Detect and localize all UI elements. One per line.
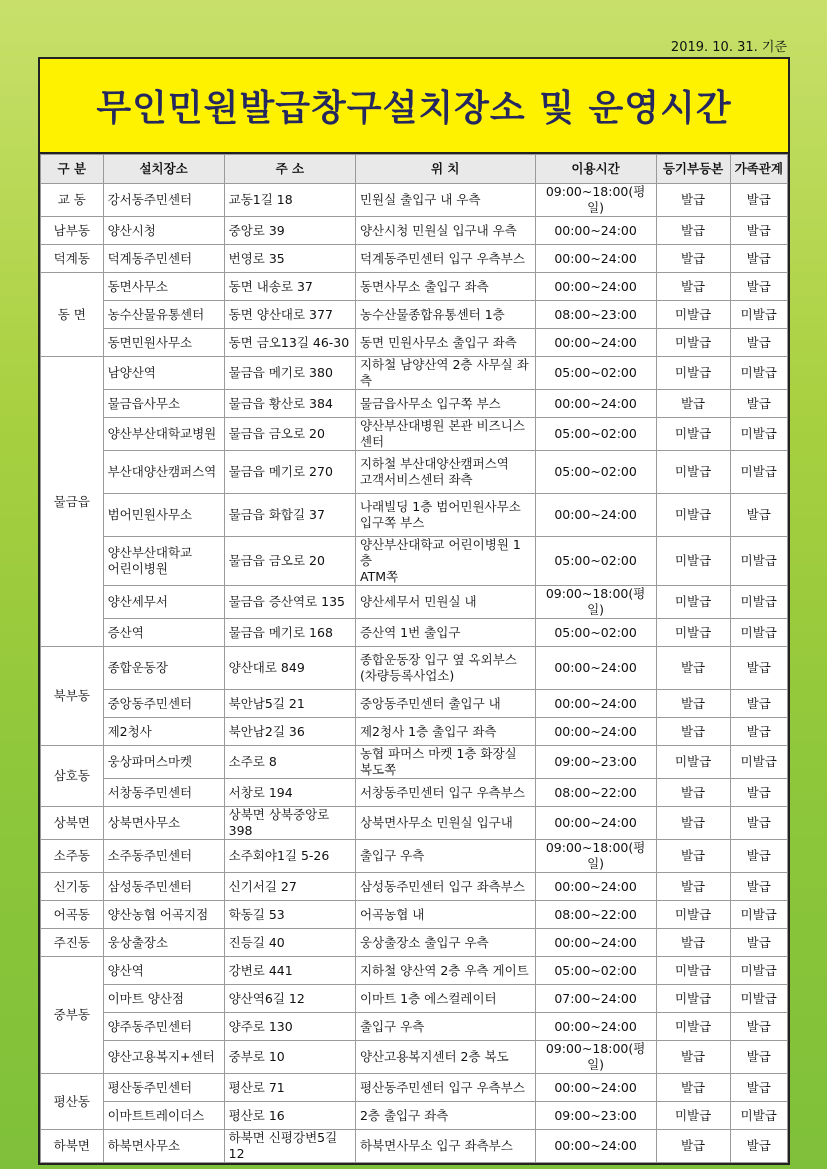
registry-cell: 발급 — [656, 390, 730, 418]
location-cell: 하북면사무소 — [103, 1130, 224, 1163]
table-row — [41, 357, 788, 390]
table-row — [41, 718, 788, 746]
hours-cell: 08:00~22:00 — [535, 901, 656, 929]
position-cell: 평산동주민센터 입구 우측부스 — [355, 1074, 535, 1102]
hours-cell: 00:00~24:00 — [535, 273, 656, 301]
location-cell: 웅상출장소 — [103, 929, 224, 957]
registry-cell: 미발급 — [656, 901, 730, 929]
address-cell: 중앙로 39 — [224, 217, 355, 245]
registry-cell: 미발급 — [656, 586, 730, 619]
position-cell: 민원실 출입구 내 우측 — [355, 184, 535, 217]
title-banner — [40, 59, 788, 154]
registry-cell: 발급 — [656, 929, 730, 957]
table-header-row — [41, 155, 788, 184]
district-cell: 교 동 — [41, 184, 104, 217]
district-cell: 소주동 — [41, 840, 104, 873]
header-hours: 이용시간 — [535, 155, 656, 184]
hours-cell: 05:00~02:00 — [535, 451, 656, 494]
table-row — [41, 807, 788, 840]
hours-cell: 09:00~23:00 — [535, 1102, 656, 1130]
table-row — [41, 647, 788, 690]
registry-cell: 발급 — [656, 873, 730, 901]
hours-cell: 00:00~24:00 — [535, 1013, 656, 1041]
registry-cell: 발급 — [656, 779, 730, 807]
family-cell: 미발급 — [730, 746, 788, 779]
hours-cell: 05:00~02:00 — [535, 357, 656, 390]
hours-cell: 05:00~02:00 — [535, 537, 656, 586]
hours-cell: 09:00~18:00(평일) — [535, 1041, 656, 1074]
hours-cell: 00:00~24:00 — [535, 690, 656, 718]
family-cell: 미발급 — [730, 537, 788, 586]
location-cell: 소주동주민센터 — [103, 840, 224, 873]
address-cell: 물금읍 증산역로 135 — [224, 586, 355, 619]
family-cell: 미발급 — [730, 619, 788, 647]
position-cell: 삼성동주민센터 입구 좌측부스 — [355, 873, 535, 901]
address-cell: 중부로 10 — [224, 1041, 355, 1074]
position-cell: 종합운동장 입구 옆 옥외부스 (차량등록사업소) — [355, 647, 535, 690]
address-cell: 서창로 194 — [224, 779, 355, 807]
registry-cell: 발급 — [656, 184, 730, 217]
address-cell: 강변로 441 — [224, 957, 355, 985]
position-cell: 양산부산대학교 어린이병원 1층 ATM쪽 — [355, 537, 535, 586]
table-row — [41, 390, 788, 418]
address-cell: 양주로 130 — [224, 1013, 355, 1041]
family-cell: 발급 — [730, 273, 788, 301]
position-cell: 2층 출입구 좌측 — [355, 1102, 535, 1130]
table-row — [41, 840, 788, 873]
location-cell: 웅상파머스마켓 — [103, 746, 224, 779]
position-cell: 출입구 우측 — [355, 840, 535, 873]
hours-cell: 00:00~24:00 — [535, 647, 656, 690]
address-cell: 동면 양산대로 377 — [224, 301, 355, 329]
document-frame — [38, 57, 790, 1165]
header-registry: 등기부등본 — [656, 155, 730, 184]
location-cell: 증산역 — [103, 619, 224, 647]
registry-cell: 발급 — [656, 245, 730, 273]
family-cell: 발급 — [730, 217, 788, 245]
header-family: 가족관계 — [730, 155, 788, 184]
address-cell: 양산대로 849 — [224, 647, 355, 690]
position-cell: 동면 민원사무소 출입구 좌측 — [355, 329, 535, 357]
table-row — [41, 329, 788, 357]
address-cell: 학동길 53 — [224, 901, 355, 929]
table-row — [41, 957, 788, 985]
district-cell: 어곡동 — [41, 901, 104, 929]
location-cell: 강서동주민센터 — [103, 184, 224, 217]
location-cell: 농수산물유통센터 — [103, 301, 224, 329]
family-cell: 미발급 — [730, 418, 788, 451]
position-cell: 나래빌딩 1층 범어민원사무소 입구쪽 부스 — [355, 494, 535, 537]
district-cell: 상북면 — [41, 807, 104, 840]
header-location: 설치장소 — [103, 155, 224, 184]
location-cell: 제2청사 — [103, 718, 224, 746]
registry-cell: 발급 — [656, 1130, 730, 1163]
district-cell: 물금읍 — [41, 357, 104, 647]
page-title: 무인민원발급창구설치장소 및 운영시간 — [96, 88, 732, 129]
address-cell: 교동1길 18 — [224, 184, 355, 217]
hours-cell: 00:00~24:00 — [535, 1130, 656, 1163]
reference-date: 2019. 10. 31. 기준 — [670, 40, 787, 55]
registry-cell: 미발급 — [656, 746, 730, 779]
position-cell: 이마트 1층 에스컬레이터 — [355, 985, 535, 1013]
family-cell: 발급 — [730, 873, 788, 901]
hours-cell: 00:00~24:00 — [535, 873, 656, 901]
family-cell: 미발급 — [730, 451, 788, 494]
address-cell: 소주회야1길 5-26 — [224, 840, 355, 873]
position-cell: 지하철 남양산역 2층 사무실 좌측 — [355, 357, 535, 390]
hours-cell: 08:00~23:00 — [535, 301, 656, 329]
registry-cell: 발급 — [656, 1041, 730, 1074]
position-cell: 하북면사무소 입구 좌측부스 — [355, 1130, 535, 1163]
registry-cell: 발급 — [656, 718, 730, 746]
registry-cell: 미발급 — [656, 451, 730, 494]
address-cell: 번영로 35 — [224, 245, 355, 273]
address-cell: 물금읍 금오로 20 — [224, 537, 355, 586]
table-row — [41, 1013, 788, 1041]
position-cell: 양산부산대병원 본관 비즈니스센터 — [355, 418, 535, 451]
address-cell: 신기서길 27 — [224, 873, 355, 901]
family-cell: 발급 — [730, 647, 788, 690]
location-cell: 삼성동주민센터 — [103, 873, 224, 901]
address-cell: 물금읍 황산로 384 — [224, 390, 355, 418]
district-cell: 덕계동 — [41, 245, 104, 273]
position-cell: 농수산물종합유통센터 1층 — [355, 301, 535, 329]
family-cell: 미발급 — [730, 301, 788, 329]
table-row — [41, 1041, 788, 1074]
position-cell: 지하철 양산역 2층 우측 게이트 — [355, 957, 535, 985]
district-cell: 남부동 — [41, 217, 104, 245]
district-cell: 신기동 — [41, 873, 104, 901]
table-row — [41, 1074, 788, 1102]
district-cell: 평산동 — [41, 1074, 104, 1130]
district-cell: 하북면 — [41, 1130, 104, 1163]
hours-cell: 00:00~24:00 — [535, 245, 656, 273]
hours-cell: 09:00~18:00(평일) — [535, 586, 656, 619]
hours-cell: 05:00~02:00 — [535, 957, 656, 985]
family-cell: 발급 — [730, 1130, 788, 1163]
table-row — [41, 1130, 788, 1163]
registry-cell: 발급 — [656, 647, 730, 690]
registry-cell: 미발급 — [656, 418, 730, 451]
registry-cell: 미발급 — [656, 301, 730, 329]
hours-cell: 08:00~22:00 — [535, 779, 656, 807]
family-cell: 발급 — [730, 718, 788, 746]
position-cell: 상북면사무소 민원실 입구내 — [355, 807, 535, 840]
table-row — [41, 217, 788, 245]
table-row — [41, 873, 788, 901]
position-cell: 증산역 1번 출입구 — [355, 619, 535, 647]
header-position: 위 치 — [355, 155, 535, 184]
registry-cell: 발급 — [656, 807, 730, 840]
position-cell: 출입구 우측 — [355, 1013, 535, 1041]
family-cell: 발급 — [730, 807, 788, 840]
location-cell: 양산시청 — [103, 217, 224, 245]
location-cell: 양산고용복지+센터 — [103, 1041, 224, 1074]
position-cell: 물금읍사무소 입구쪽 부스 — [355, 390, 535, 418]
family-cell: 발급 — [730, 494, 788, 537]
family-cell: 발급 — [730, 929, 788, 957]
position-cell: 어곡농협 내 — [355, 901, 535, 929]
table-row — [41, 619, 788, 647]
hours-cell: 07:00~24:00 — [535, 985, 656, 1013]
district-cell: 삼호동 — [41, 746, 104, 807]
position-cell: 농협 파머스 마켓 1층 화장실 복도쪽 — [355, 746, 535, 779]
registry-cell: 발급 — [656, 840, 730, 873]
position-cell: 지하철 부산대양산캠퍼스역 고객서비스센터 좌측 — [355, 451, 535, 494]
location-cell: 동면사무소 — [103, 273, 224, 301]
hours-cell: 00:00~24:00 — [535, 390, 656, 418]
address-cell: 상북면 상북중앙로 398 — [224, 807, 355, 840]
family-cell: 발급 — [730, 245, 788, 273]
address-cell: 물금읍 메기로 380 — [224, 357, 355, 390]
district-cell: 중부동 — [41, 957, 104, 1074]
location-cell: 양산부산대학교 어린이병원 — [103, 537, 224, 586]
registry-cell: 미발급 — [656, 494, 730, 537]
location-cell: 양산부산대학교병원 — [103, 418, 224, 451]
family-cell: 발급 — [730, 390, 788, 418]
location-cell: 부산대양산캠퍼스역 — [103, 451, 224, 494]
family-cell: 발급 — [730, 779, 788, 807]
registry-cell: 미발급 — [656, 1102, 730, 1130]
registry-cell: 미발급 — [656, 357, 730, 390]
family-cell: 발급 — [730, 1041, 788, 1074]
hours-cell: 00:00~24:00 — [535, 1074, 656, 1102]
location-cell: 양산농협 어곡지점 — [103, 901, 224, 929]
family-cell: 미발급 — [730, 985, 788, 1013]
family-cell: 발급 — [730, 1074, 788, 1102]
family-cell: 발급 — [730, 1013, 788, 1041]
registry-cell: 발급 — [656, 273, 730, 301]
address-cell: 물금읍 메기로 270 — [224, 451, 355, 494]
location-cell: 양산역 — [103, 957, 224, 985]
family-cell: 발급 — [730, 184, 788, 217]
address-cell: 평산로 16 — [224, 1102, 355, 1130]
address-cell: 물금읍 화합길 37 — [224, 494, 355, 537]
position-cell: 양산고용복지센터 2층 복도 — [355, 1041, 535, 1074]
family-cell: 미발급 — [730, 957, 788, 985]
table-row — [41, 537, 788, 586]
table-row — [41, 690, 788, 718]
family-cell: 발급 — [730, 840, 788, 873]
table-row — [41, 273, 788, 301]
family-cell: 미발급 — [730, 901, 788, 929]
registry-cell: 미발급 — [656, 1013, 730, 1041]
header-address: 주 소 — [224, 155, 355, 184]
address-cell: 동면 내송로 37 — [224, 273, 355, 301]
hours-cell: 05:00~02:00 — [535, 418, 656, 451]
district-cell: 북부동 — [41, 647, 104, 746]
family-cell: 미발급 — [730, 1102, 788, 1130]
position-cell: 중앙동주민센터 출입구 내 — [355, 690, 535, 718]
registry-cell: 미발급 — [656, 957, 730, 985]
address-cell: 북안남5길 21 — [224, 690, 355, 718]
table-row — [41, 779, 788, 807]
table-row — [41, 901, 788, 929]
position-cell: 양산세무서 민원실 내 — [355, 586, 535, 619]
registry-cell: 발급 — [656, 690, 730, 718]
hours-cell: 09:00~18:00(평일) — [535, 184, 656, 217]
family-cell: 미발급 — [730, 357, 788, 390]
hours-cell: 00:00~24:00 — [535, 217, 656, 245]
hours-cell: 00:00~24:00 — [535, 929, 656, 957]
location-cell: 범어민원사무소 — [103, 494, 224, 537]
address-cell: 물금읍 금오로 20 — [224, 418, 355, 451]
hours-cell: 00:00~24:00 — [535, 807, 656, 840]
hours-cell: 00:00~24:00 — [535, 494, 656, 537]
registry-cell: 미발급 — [656, 985, 730, 1013]
district-cell: 동 면 — [41, 273, 104, 357]
family-cell: 미발급 — [730, 586, 788, 619]
location-cell: 중앙동주민센터 — [103, 690, 224, 718]
location-cell: 남양산역 — [103, 357, 224, 390]
location-cell: 덕계동주민센터 — [103, 245, 224, 273]
table-row — [41, 301, 788, 329]
table-row — [41, 418, 788, 451]
location-cell: 이마트 양산점 — [103, 985, 224, 1013]
hours-cell: 09:00~23:00 — [535, 746, 656, 779]
family-cell: 발급 — [730, 329, 788, 357]
position-cell: 제2청사 1층 출입구 좌측 — [355, 718, 535, 746]
location-cell: 종합운동장 — [103, 647, 224, 690]
address-cell: 진등길 40 — [224, 929, 355, 957]
table-row — [41, 586, 788, 619]
location-cell: 동면민원사무소 — [103, 329, 224, 357]
location-cell: 이마트트레이더스 — [103, 1102, 224, 1130]
address-cell: 평산로 71 — [224, 1074, 355, 1102]
location-cell: 서창동주민센터 — [103, 779, 224, 807]
location-cell: 평산동주민센터 — [103, 1074, 224, 1102]
location-cell: 상북면사무소 — [103, 807, 224, 840]
table-row — [41, 451, 788, 494]
kiosk-table — [40, 154, 788, 1163]
hours-cell: 05:00~02:00 — [535, 619, 656, 647]
header-gu: 구 분 — [41, 155, 104, 184]
registry-cell: 미발급 — [656, 329, 730, 357]
table-row — [41, 245, 788, 273]
location-cell: 양산세무서 — [103, 586, 224, 619]
hours-cell: 00:00~24:00 — [535, 718, 656, 746]
registry-cell: 발급 — [656, 1074, 730, 1102]
table-row — [41, 746, 788, 779]
table-body — [41, 184, 788, 1163]
table-row — [41, 1102, 788, 1130]
position-cell: 덕계동주민센터 입구 우측부스 — [355, 245, 535, 273]
table-row — [41, 184, 788, 217]
position-cell: 웅상출장소 출입구 우측 — [355, 929, 535, 957]
address-cell: 동면 금오13길 46-30 — [224, 329, 355, 357]
table-row — [41, 929, 788, 957]
address-cell: 양산역6길 12 — [224, 985, 355, 1013]
hours-cell: 09:00~18:00(평일) — [535, 840, 656, 873]
table-row — [41, 494, 788, 537]
registry-cell: 미발급 — [656, 619, 730, 647]
family-cell: 발급 — [730, 690, 788, 718]
address-cell: 소주로 8 — [224, 746, 355, 779]
position-cell: 서창동주민센터 입구 우측부스 — [355, 779, 535, 807]
position-cell: 양산시청 민원실 입구내 우측 — [355, 217, 535, 245]
district-cell: 주진동 — [41, 929, 104, 957]
address-cell: 북안남2길 36 — [224, 718, 355, 746]
table-row — [41, 985, 788, 1013]
hours-cell: 00:00~24:00 — [535, 329, 656, 357]
location-cell: 양주동주민센터 — [103, 1013, 224, 1041]
registry-cell: 발급 — [656, 217, 730, 245]
address-cell: 물금읍 메기로 168 — [224, 619, 355, 647]
registry-cell: 미발급 — [656, 537, 730, 586]
address-cell: 하북면 신평강변5길 12 — [224, 1130, 355, 1163]
location-cell: 물금읍사무소 — [103, 390, 224, 418]
position-cell: 동면사무소 출입구 좌측 — [355, 273, 535, 301]
